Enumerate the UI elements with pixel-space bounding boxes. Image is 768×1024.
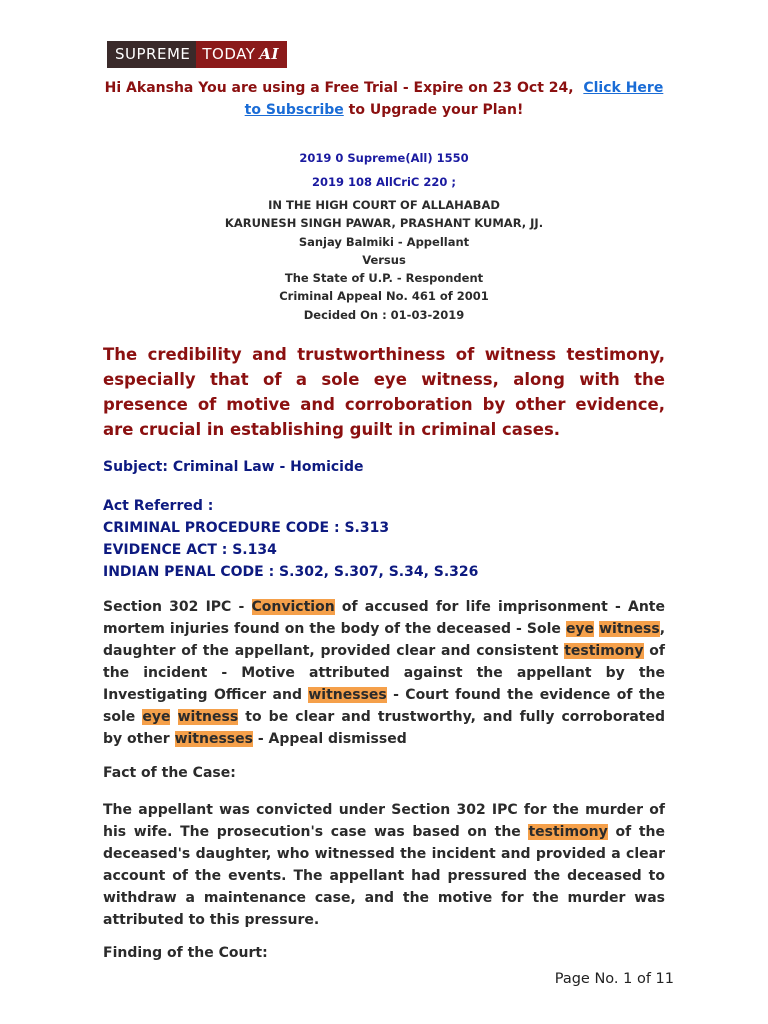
logo-ai: AI [259,45,280,63]
appellant: Sanjay Balmiki - Appellant [298,234,470,249]
headnote: The credibility and trustworthiness of witness testimony, especially that of a sole eye witness, along with the presence of motive and corroboration by other evidence, are crucial in establishing guilt in criminal cases. [103,345,665,439]
acts-label: Act Referred : [103,498,214,514]
case-number: Criminal Appeal No. 461 of 2001 [279,289,489,304]
summary-paragraph: Section 302 IPC - Conviction of accused for life imprisonment - Ante mortem injuries found on the body of the deceased - Sole eye witness, daughter of the appellant, provided clear and consistent testimony of the incident - Motive attributed against the appellant by the Investigating Officer and witnesses - Court found the evidence of the sole eye witness to be clear and trustworthy, and fully corroborated by other witnesses - Appeal dismissed [103,599,666,747]
highlight: Conviction [251,599,335,615]
act-item: INDIAN PENAL CODE : S.302, S.307, S.34, S.326 [103,564,479,580]
highlight: eye [565,621,595,637]
act-item: CRIMINAL PROCEDURE CODE : S.313 [103,520,390,536]
page-number: Page No. 1 of 11 [554,971,674,987]
logo-today: TODAY AI [196,41,287,68]
highlight: witnesses [174,731,253,747]
logo [107,41,287,68]
judges: KARUNESH SINGH PAWAR, PRASHANT KUMAR, JJ. [224,216,544,231]
highlight: testimony [528,824,608,840]
trial-banner: Hi Akansha You are using a Free Trial - Expire on 23 Oct 24, Click Here to Subscribe to Upgrade your Plan! [104,80,664,118]
versus: Versus [362,252,406,267]
highlight: witness [177,709,239,725]
respondent: The State of U.P. - Respondent [284,271,484,286]
highlight: testimony [564,643,644,659]
decided-on: Decided On : 01-03-2019 [303,307,465,322]
citation-1: 2019 0 Supreme(All) 1550 [299,151,469,165]
highlight: eye [142,709,171,725]
logo-supreme: SUPREME [107,41,196,68]
highlight: witness [599,621,660,637]
court-name: IN THE HIGH COURT OF ALLAHABAD [268,198,500,212]
subscribe-link[interactable]: Click Here to Subscribe [244,80,664,118]
case-header [103,196,665,324]
act-item: EVIDENCE ACT : S.134 [103,542,277,558]
citation-2: 2019 108 AllCriC 220 ; [312,175,456,189]
acts-referred [103,495,478,583]
fact-heading: Fact of the Case: [103,765,236,781]
finding-heading: Finding of the Court: [103,945,268,961]
facts-paragraph: The appellant was convicted under Section 302 IPC for the murder of his wife. The prosecution's case was based on the testimony of the deceased's daughter, who witnessed the incident and provided a clear account of the events. The appellant had pressured the deceased to withdraw a maintenance case, and the motive for the murder was attributed to this pressure. [103,802,665,928]
citations [103,146,665,194]
highlight: witnesses [308,687,387,703]
subject: Subject: Criminal Law - Homicide [103,459,364,475]
